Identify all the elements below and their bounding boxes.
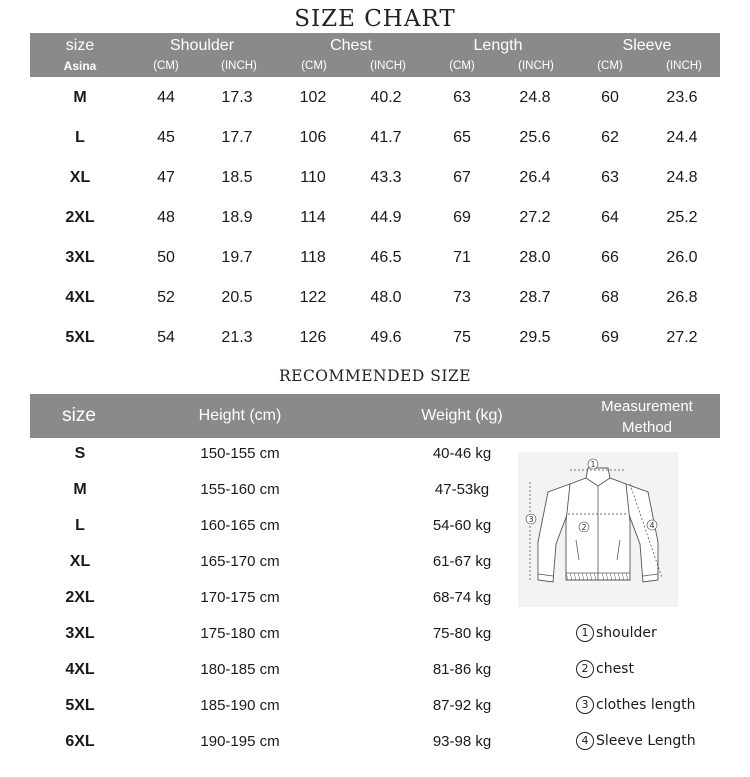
- cell-shoulder-cm: 50: [157, 249, 175, 266]
- cell-sleeve-cm: 68: [601, 289, 619, 306]
- legend-item-sleeve-length: [576, 732, 696, 750]
- cell-shoulder-inch: 17.7: [221, 129, 253, 146]
- rec-cell-height: 170-175 cm: [200, 589, 280, 606]
- cell-sleeve-inch: 24.4: [666, 129, 698, 146]
- cell-length-cm: 75: [453, 329, 471, 346]
- unit-inch: (INCH): [221, 60, 257, 72]
- unit-inch: (INCH): [370, 60, 406, 72]
- cell-shoulder-inch: 19.7: [221, 249, 253, 266]
- cell-size: 5XL: [65, 329, 95, 346]
- rec-cell-size: XL: [69, 553, 91, 570]
- legend-item-chest: [576, 660, 634, 678]
- cell-shoulder-cm: 45: [157, 129, 175, 146]
- cell-sleeve-inch: 26.0: [666, 249, 698, 266]
- rec-cell-size: 2XL: [65, 589, 95, 606]
- cell-chest-inch: 43.3: [370, 169, 402, 186]
- rec-header-method-line2: Method: [621, 419, 673, 436]
- cell-sleeve-inch: 27.2: [666, 329, 698, 346]
- recommended-size-title: RECOMMENDED SIZE: [278, 367, 472, 385]
- rec-cell-height: 180-185 cm: [200, 661, 280, 678]
- cell-chest-cm: 114: [300, 209, 326, 226]
- cell-sleeve-cm: 63: [601, 169, 619, 186]
- rec-cell-weight: 61-67 kg: [432, 553, 492, 570]
- jacket-measurement-diagram: [518, 452, 678, 607]
- cell-chest-cm: 102: [299, 89, 327, 106]
- size-chart-title: SIZE CHART: [294, 6, 456, 32]
- cell-shoulder-cm: 54: [157, 329, 175, 346]
- rec-cell-size: 6XL: [65, 733, 95, 750]
- cell-chest-inch: 41.7: [370, 129, 402, 146]
- rec-cell-weight: 87-92 kg: [432, 697, 492, 714]
- legend-label: clothes length: [596, 697, 696, 713]
- cell-chest-cm: 106: [299, 129, 327, 146]
- unit-inch: (INCH): [666, 60, 702, 72]
- header-size-label: size: [65, 37, 95, 54]
- header-length: Length: [473, 37, 523, 54]
- cell-sleeve-cm: 60: [601, 89, 619, 106]
- cell-size: L: [75, 129, 85, 146]
- rec-cell-height: 175-180 cm: [200, 625, 280, 642]
- cell-length-cm: 69: [453, 209, 471, 226]
- cell-chest-cm: 126: [299, 329, 327, 346]
- cell-shoulder-inch: 20.5: [221, 289, 253, 306]
- recommended-header: [30, 394, 720, 438]
- rec-cell-height: 190-195 cm: [200, 733, 280, 750]
- header-chest: Chest: [330, 37, 372, 54]
- rec-cell-weight: 54-60 kg: [432, 517, 492, 534]
- cell-length-cm: 65: [453, 129, 471, 146]
- cell-chest-inch: 48.0: [370, 289, 402, 306]
- rec-cell-weight: 81-86 kg: [432, 661, 492, 678]
- cell-length-cm: 67: [453, 169, 471, 186]
- rec-cell-height: 150-155 cm: [200, 445, 280, 462]
- cell-chest-inch: 46.5: [370, 249, 402, 266]
- cell-shoulder-cm: 44: [157, 89, 175, 106]
- header-brand-label: Asina: [63, 59, 97, 73]
- diagram-mark-3: 3: [528, 515, 534, 524]
- rec-cell-height: 185-190 cm: [200, 697, 280, 714]
- cell-chest-cm: 110: [300, 169, 326, 186]
- cell-sleeve-cm: 62: [601, 129, 619, 146]
- cell-length-inch: 25.6: [519, 129, 551, 146]
- cell-shoulder-cm: 48: [157, 209, 175, 226]
- cell-sleeve-inch: 24.8: [666, 169, 698, 186]
- legend-number: 2: [576, 660, 594, 678]
- cell-sleeve-inch: 23.6: [666, 89, 698, 106]
- diagram-mark-2: 2: [581, 523, 587, 532]
- legend-label: Sleeve Length: [596, 733, 696, 749]
- rec-cell-weight: 68-74 kg: [432, 589, 492, 606]
- unit-cm: (CM): [449, 60, 475, 72]
- header-shoulder: Shoulder: [169, 37, 235, 54]
- unit-cm: (CM): [153, 60, 179, 72]
- cell-size: 2XL: [65, 209, 95, 226]
- rec-cell-size: 3XL: [65, 625, 95, 642]
- cell-shoulder-inch: 17.3: [221, 89, 253, 106]
- cell-length-inch: 29.5: [519, 329, 551, 346]
- cell-length-cm: 63: [453, 89, 471, 106]
- cell-shoulder-inch: 18.9: [221, 209, 253, 226]
- cell-sleeve-inch: 26.8: [666, 289, 698, 306]
- size-chart-header: [30, 33, 720, 77]
- cell-length-inch: 26.4: [519, 169, 551, 186]
- cell-chest-cm: 118: [300, 249, 326, 266]
- rec-header-size: size: [62, 405, 96, 426]
- rec-cell-weight: 75-80 kg: [432, 625, 492, 642]
- cell-shoulder-inch: 21.3: [221, 329, 253, 346]
- cell-chest-inch: 49.6: [370, 329, 402, 346]
- legend-label: shoulder: [596, 625, 657, 641]
- header-sleeve: Sleeve: [622, 37, 672, 54]
- cell-length-cm: 71: [453, 249, 471, 266]
- cell-shoulder-cm: 47: [157, 169, 175, 186]
- cell-length-inch: 27.2: [519, 209, 551, 226]
- legend-number: 4: [576, 732, 594, 750]
- rec-cell-weight: 93-98 kg: [432, 733, 492, 750]
- cell-chest-inch: 40.2: [370, 89, 402, 106]
- cell-chest-inch: 44.9: [370, 209, 402, 226]
- rec-header-method-line1: Measurement: [601, 398, 693, 415]
- rec-cell-size: 4XL: [65, 661, 95, 678]
- legend-item-shoulder: [576, 624, 657, 642]
- cell-sleeve-cm: 64: [601, 209, 619, 226]
- cell-sleeve-cm: 66: [601, 249, 619, 266]
- cell-size: 4XL: [65, 289, 95, 306]
- rec-cell-height: 165-170 cm: [200, 553, 280, 570]
- rec-header-weight: Weight (kg): [421, 407, 503, 424]
- diagram-mark-1: 1: [590, 460, 596, 469]
- unit-inch: (INCH): [518, 60, 554, 72]
- rec-cell-size: M: [73, 481, 87, 498]
- cell-size: 3XL: [65, 249, 95, 266]
- cell-length-inch: 24.8: [519, 89, 551, 106]
- rec-header-height: Height (cm): [198, 407, 282, 424]
- cell-shoulder-inch: 18.5: [221, 169, 253, 186]
- rec-cell-size: L: [75, 517, 85, 534]
- legend-number: 1: [576, 624, 594, 642]
- rec-cell-size: 5XL: [65, 697, 95, 714]
- cell-shoulder-cm: 52: [157, 289, 175, 306]
- diagram-mark-4: 4: [649, 521, 655, 530]
- rec-cell-weight: 47-53kg: [434, 481, 490, 498]
- rec-cell-size: S: [74, 445, 86, 462]
- rec-cell-height: 155-160 cm: [200, 481, 280, 498]
- legend-number: 3: [576, 696, 594, 714]
- cell-size: M: [73, 89, 87, 106]
- cell-sleeve-cm: 69: [601, 329, 619, 346]
- cell-sleeve-inch: 25.2: [666, 209, 698, 226]
- cell-length-inch: 28.0: [519, 249, 551, 266]
- legend-label: chest: [596, 661, 634, 677]
- rec-cell-weight: 40-46 kg: [432, 445, 492, 462]
- rec-cell-height: 160-165 cm: [200, 517, 280, 534]
- legend-item-clothes-length: [576, 696, 696, 714]
- cell-size: XL: [69, 169, 91, 186]
- cell-length-cm: 73: [453, 289, 471, 306]
- cell-length-inch: 28.7: [519, 289, 551, 306]
- unit-cm: (CM): [301, 60, 327, 72]
- cell-chest-cm: 122: [299, 289, 327, 306]
- unit-cm: (CM): [597, 60, 623, 72]
